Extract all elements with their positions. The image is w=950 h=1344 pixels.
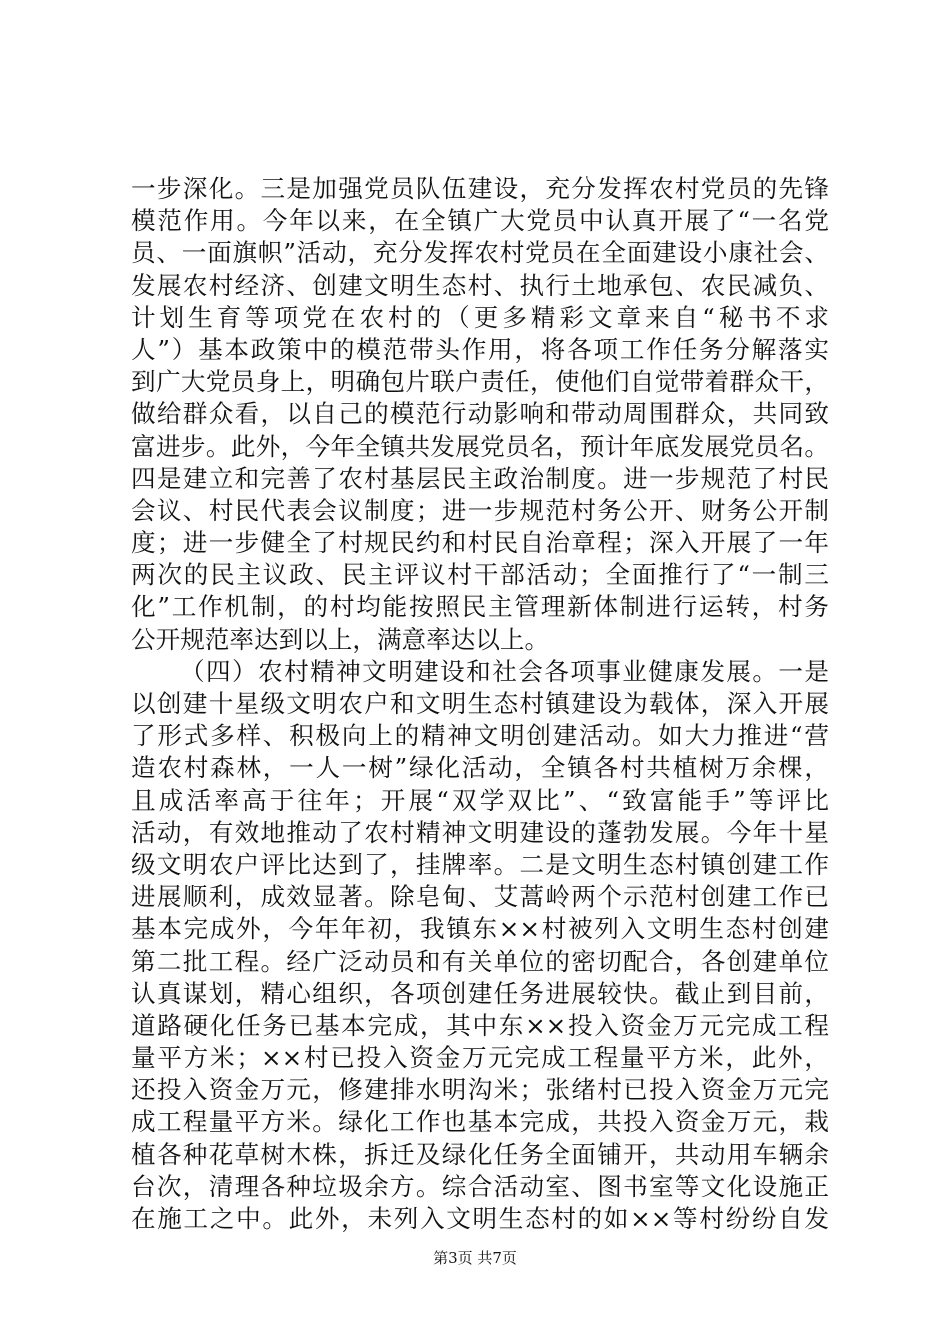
text-line: 四是建立和完善了农村基层民主政治制度。进一步规范了村民 [131, 463, 829, 493]
text-line: 了形式多样、积极向上的精神文明创建活动。如大力推进“营 [131, 721, 829, 751]
text-line: 做给群众看，以自己的模范行动影响和带动周围群众，共同致 [131, 399, 829, 429]
text-line: 两次的民主议政、民主评议村干部活动；全面推行了“一制三 [131, 560, 829, 590]
text-line: 植各种花草树木株，拆迁及绿化任务全面铺开，共动用车辆余 [131, 1139, 829, 1169]
text-line: 模范作用。今年以来，在全镇广大党员中认真开展了“一名党 [131, 206, 829, 236]
text-line: 进展顺利，成效显著。除皂甸、艾蒿岭两个示范村创建工作已 [131, 882, 829, 912]
text-line: 一步深化。三是加强党员队伍建设，充分发挥农村党员的先锋 [131, 174, 829, 203]
page-number: 第3页 共7页 [433, 1249, 517, 1267]
text-line: 人”）基本政策中的模范带头作用，将各项工作任务分解落实 [131, 334, 829, 364]
text-line: 计划生育等项党在农村的（更多精彩文章来自“秘书不求 [131, 302, 829, 332]
text-line: 道路硬化任务已基本完成，其中东××投入资金万元完成工程 [131, 1010, 829, 1040]
text-line: 公开规范率达到以上，满意率达以上。 [131, 624, 550, 654]
text-line: 以创建十星级文明农户和文明生态村镇建设为载体，深入开展 [131, 689, 829, 718]
text-line: 量平方米；××村已投入资金万元完成工程量平方米，此外， [131, 1043, 829, 1073]
text-line: 认真谋划，精心组织，各项创建任务进展较快。截止到目前， [131, 978, 829, 1008]
text-line: 发展农村经济、创建文明生态村、执行土地承包、农民减负、 [131, 270, 829, 300]
text-line: 成工程量平方米。绿化工作也基本完成，共投入资金万元，栽 [131, 1107, 829, 1137]
text-line: 造农村森林，一人一树”绿化活动，全镇各村共植树万余棵， [131, 753, 829, 783]
text-line: 且成活率高于往年；开展“双学双比”、“致富能手”等评比 [131, 785, 829, 815]
text-line: 基本完成外，今年年初，我镇东××村被列入文明生态村创建 [131, 914, 829, 944]
text-line: 度；进一步健全了村规民约和村民自治章程；深入开展了一年 [131, 528, 829, 558]
text-line: 富进步。此外，今年全镇共发展党员名，预计年底发展党员名。 [131, 431, 829, 461]
text-line: 化”工作机制，的村均能按照民主管理新体制进行运转，村务 [131, 592, 829, 622]
text-line: 在施工之中。此外，未列入文明生态村的如××等村纷纷自发 [131, 1204, 829, 1233]
page-footer [0, 1247, 950, 1268]
text-line: 活动，有效地推动了农村精神文明建设的蓬勃发展。今年十星 [131, 817, 829, 847]
text-line: 员、一面旗帜”活动，充分发挥农村党员在全面建设小康社会、 [131, 238, 829, 268]
document-body [131, 173, 829, 1235]
text-line: 会议、村民代表会议制度；进一步规范村务公开、财务公开制 [131, 495, 829, 525]
text-line: 第二批工程。经广泛动员和有关单位的密切配合，各创建单位 [131, 946, 829, 976]
section-heading-line: （四）农村精神文明建设和社会各项事业健康发展。一是 [180, 656, 829, 686]
text-line: 台次，清理各种垃圾余方。综合活动室、图书室等文化设施正 [131, 1171, 829, 1201]
text-line: 还投入资金万元，修建排水明沟米；张绪村已投入资金万元完 [131, 1075, 829, 1105]
text-line: 级文明农户评比达到了，挂牌率。二是文明生态村镇创建工作 [131, 849, 829, 879]
text-line: 到广大党员身上，明确包片联户责任，使他们自觉带着群众干， [131, 367, 829, 397]
